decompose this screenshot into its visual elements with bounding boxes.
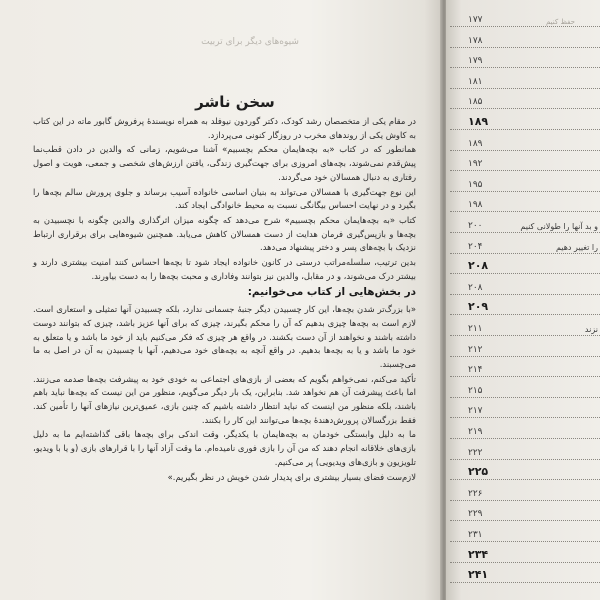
toc-page-number: ۲۱۵ (468, 385, 483, 396)
toc-row (450, 74, 600, 89)
faint-header: حفظ کنیم (546, 18, 575, 26)
paragraph: همانطور که در کتاب «به بچه‌هایمان محکم بچسبیم» آشنا می‌شویم، زمانی که والدین در دادن قطب‌نما پیش‌قدم نمی‌شوند، بچه‌های امروزی برای جهت‌گیری زندگی، یافتن ارزش‌های شخصی و جمعی، هویت و اصول رفتاری به دنبال همسالان خود می‌گردند. (33, 144, 416, 182)
toc-entry-text: نزند (584, 325, 598, 334)
toc-row (450, 445, 600, 460)
toc-page-number: ۲۰۴ (468, 241, 483, 252)
toc-page-number: ۱۹۸ (468, 200, 483, 211)
toc-row (450, 115, 600, 130)
toc-page-number: ۲۲۲ (468, 447, 483, 458)
toc-row (450, 403, 600, 418)
toc-page-number: ۱۸۹ (468, 115, 489, 128)
toc-row (450, 239, 600, 254)
toc-page-number: ۲۲۶ (468, 488, 483, 499)
toc-page-number: ۲۲۵ (468, 465, 489, 479)
toc-row (450, 53, 600, 68)
toc-page-number: ۱۹۲ (468, 159, 483, 170)
toc-row (450, 465, 600, 480)
quote-paragraph: لازم‌ست فضای بسیار بیشتری برای پدیدار شدن خویش در نظر بگیریم.» (167, 471, 416, 482)
toc-row (450, 33, 600, 48)
toc-row (450, 321, 600, 336)
toc-row (450, 12, 600, 27)
faint-header: شیوه‌های دیگر برای تربیت (201, 37, 299, 47)
paragraph: کتاب «به بچه‌هایمان محکم بچسبیم» شرح می‌دهد که چگونه میزان اثرگذاری والدین چگونه با نچسبیدن به بچه‌ها و بازپس‌گیری فرمان هدایت از دست همسالان کاهش می‌یابد. همچنین شیوه‌هایی برای برقراری ارتباط نزدیک با بچه‌های پسر و دختر پیشنهاد می‌دهد. (33, 214, 416, 253)
toc-row (450, 362, 600, 377)
toc-row (450, 218, 600, 233)
toc-row (450, 259, 600, 274)
toc-page-number: ۲۱۷ (468, 406, 483, 417)
toc-row (450, 527, 600, 542)
toc-page-number: ۲۰۸ (468, 282, 483, 293)
right-page (446, 0, 600, 600)
toc-row (450, 568, 600, 583)
toc-page-number: ۱۷۷ (468, 15, 483, 25)
toc-page-number: ۱۹۵ (468, 179, 483, 190)
toc-page-number: ۱۷۸ (468, 35, 483, 46)
toc-row (450, 136, 600, 151)
toc-row (450, 197, 600, 212)
toc-row (450, 300, 600, 315)
toc-entry-text: و بد آنها را طولانی کنیم (520, 222, 598, 231)
body-text (33, 115, 416, 485)
toc-page-number: ۲۰۸ (468, 259, 489, 273)
toc-row (450, 156, 600, 171)
toc-page-number: ۲۱۲ (468, 344, 483, 355)
toc-page-number: ۱۷۹ (468, 56, 483, 67)
toc-row (450, 342, 600, 357)
toc-page-number: ۲۱۹ (468, 427, 483, 437)
paragraph: در مقام یکی از متخصصان رشد کودک، دکتر گوردون نیوفلد به همراه نویسندهٔ پرفروش گابور ماته در این کتاب به کاوش یکی از روندهای مخرب در روزگار کنونی می‌پردازد. (33, 116, 416, 140)
toc-row (450, 177, 600, 192)
toc-row (450, 486, 600, 501)
quote-paragraph: ما به دلیل وابستگی خودمان به بچه‌هایمان با یکدیگر، وقت اندکی برای بچه‌ها باقی گذاشته‌ایم ما به دلیل بازی‌های خلاقانه انجام دهند که من آن را بازی فوری نامیده‌ام. ما وقت آزاد آنها را با قرارهای بازی (و یا با ویدیو، تلویزیون و بازی‌های ویدیویی) پر می‌کنیم. (33, 429, 416, 467)
toc-row (450, 94, 600, 109)
toc-row (450, 506, 600, 521)
toc-row (450, 424, 600, 439)
paragraph: این نوع جهت‌گیری با همسالان می‌تواند به بنیان اساسی خانواده آسیب برساند و جلوی پرورش سالم بچه‌ها را بگیرد و در نهایت احساس بیگانگی نسبت به محیط خانوادگی ایجاد کند. (33, 186, 416, 211)
toc-entry-text: را تغییر دهیم (555, 242, 598, 252)
toc-page-number: ۲۲۹ (468, 509, 483, 520)
toc-row (450, 383, 600, 398)
page-title: سخن ناشر (195, 93, 275, 111)
quote-paragraph: «با بزرگ‌تر شدن بچه‌ها، این کار چسبیدن دیگر جنبهٔ جسمانی ندارد، بلکه چسبیدن آنها تمثیلی و استعاری است. لازم است به بچه‌ها چیزی بدهیم که آن را محکم بگیرند، چیزی که برای آنها عزیز باشد، چیزی که بتوانند دوست داشته باشند و نخواهند از آن دست بکشند. در واقع هر چیزی که فکر می‌کنیم باید از خود ما باشد و یا متعلق به خود ما باشد و یا به بچه‌ها بدهیم. در واقع آنچه به بچه‌های خود می‌دهیم، آنها با چسبیدن به آن در اصل به ما می‌چسبند. (33, 304, 416, 369)
table-of-contents (446, 0, 600, 600)
toc-page-number: ۲۳۱ (468, 530, 483, 540)
toc-page-number: ۲۳۴ (468, 547, 489, 561)
toc-page-number: ۱۸۱ (468, 76, 483, 87)
toc-page-number: ۲۴۱ (468, 568, 489, 582)
toc-page-number: ۲۱۴ (468, 365, 483, 376)
toc-page-number: ۲۱۱ (468, 324, 483, 334)
toc-page-number: ۱۸۵ (468, 97, 483, 108)
toc-page-number: ۲۰۹ (468, 300, 489, 314)
subheading: در بخش‌هایی از کتاب می‌خوانیم: (247, 286, 416, 299)
toc-row (450, 280, 600, 295)
paragraph: بدین ترتیب، سلسله‌مراتب درستی در کانون خانواده ایجاد شود تا بچه‌ها احساس کنند امنیت بیشتری دارند و بیشتر درک می‌شوند، و در مقابل، والدین نیز بتوانند وفاداری و محبت بچه‌ها را به دست بیاورند. (33, 257, 416, 281)
toc-page-number: ۱۸۹ (468, 138, 483, 149)
quote-paragraph: تأکید می‌کنم، نمی‌خواهم بگویم که بعضی از بازی‌های اجتماعی به خودی خود به پیشرفت بچه‌ها صدمه می‌زنند. اما باعث پیشرفت آن هم نخواهد شد. بنابراین، یک بار دیگر می‌گویم، منظور من این نیست که بچه‌ها نباید باهم باشند، بلکه منظور من اینست که نباید انتظار داشته باشیم که چنین بازی، عمیق‌ترین نیازهای آنها را تأمین کند. فقط بزرگسالان پرورش‌دهندهٔ بچه‌ها می‌توانند این کار را بکنند. (33, 373, 416, 425)
toc-row (450, 548, 600, 563)
toc-page-number: ۲۰۰ (468, 221, 483, 231)
